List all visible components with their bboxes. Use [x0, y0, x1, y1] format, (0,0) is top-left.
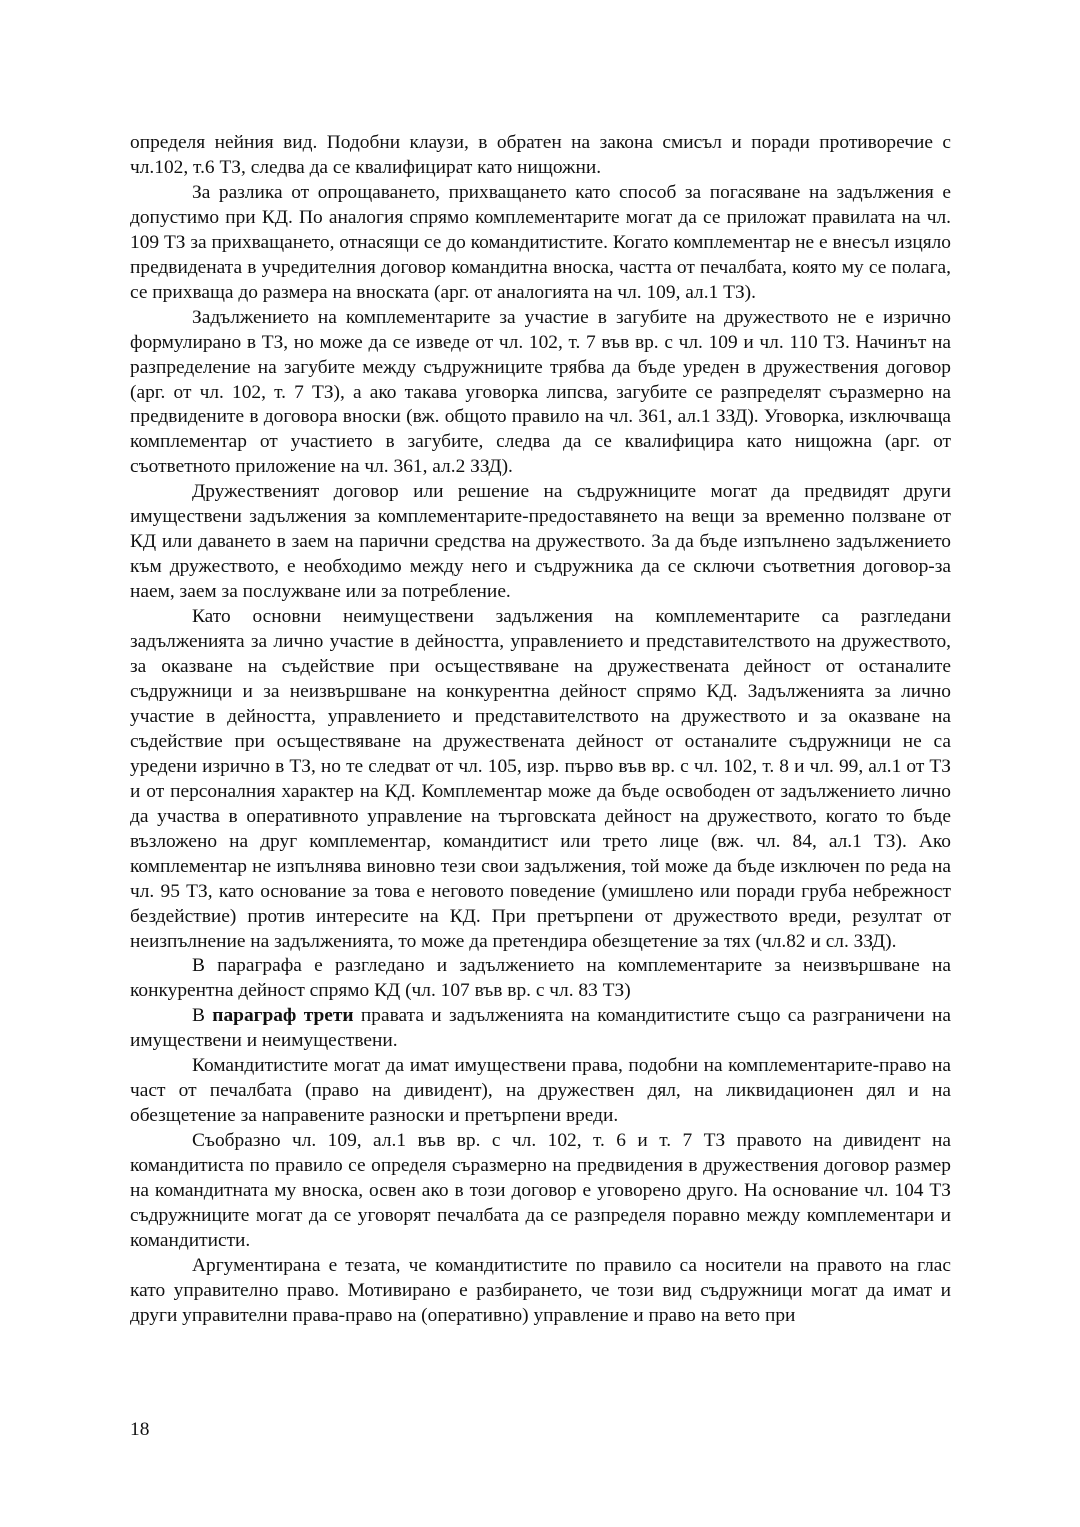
page-number: 18 [130, 1419, 150, 1440]
paragraph-dividend: Съобразно чл. 109, ал.1 във вр. с чл. 102, т. 6 и т. 7 ТЗ правото на дивидент на командитиста по правило се определя съразмерно на предвидения в дружествения договор размер на командитната му вноска, освен ако в този договор е уговорено друго. На основание чл. 104 ТЗ съдружниците могат да се уговорят печалбата да се разпределя поравно между комплементари и командитисти. [130, 1130, 951, 1251]
paragraph-voting: Аргументирана е тезата, че командитистите по правило са носители на правото на глас като управително право. Мотивирано е разбирането, че този вид съдружници могат да имат и други управителни права-право на (оперативно) управление и право на вето при [130, 1254, 951, 1326]
paragraph-non-property-obligations: Като основни неимуществени задължения на комплементарите са разгледани задълженията за лично участие в дейността, управлението и представителството на дружеството, за оказване на съдействие при осъществяване на дружествената дейност от останалите съдружници и за неизвършване на конкурентна дейност спрямо КД. Задълженията за лично участие в дейността, управлението и представителството на дружеството и за оказване на съдействие при осъществяване на дружествената дейност от останалите съдружници не са уредени изрично в ТЗ, но те следват от чл. 105, изр. първо във вр. с чл. 102, т. 8 и чл. 99, ал.1 от ТЗ и от персоналния характер на КД. Комплементар може да бъде освободен от задължението лично да участва в оперативното управление на търговската дейност на дружеството, когато то бъде възложено на друг комплементар, командитист или трето лице (вж. чл. 84, ал.1 ТЗ). Ако комплементар не изпълнява виновно тези свои задължения, той може да бъде изключен по реда на чл. 95 ТЗ, като основание за това е неговото поведение (умишлено или поради груба небрежност бездействие) против интересите на КД. При претърпени от дружеството вреди, резултат от неизпълнение на задълженията, то може да претендира обезщетение за тях (чл.82 и сл. ЗЗД). [130, 606, 951, 952]
paragraph-property-obligations: Дружественият договор или решение на съдружниците могат да предвидят други имуществени задължения за комплементарите-предоставянето на вещи за временно ползване от КД или даването в заем на парични средства на дружеството. За да бъде изпълнено задължението към дружеството, е необходимо между него и съдружника да се сключи съответния договор-за наем, заем за послужване или за потребление. [130, 481, 951, 603]
paragraph-limited-partner-rights: Командитистите могат да имат имуществени права, подобни на комплементарите-право на част от печалбата (право на дивидент), на дружествен дял, на ликвидационен дял и на обезщетение за направените разноски и претърпени вреди. [130, 1055, 951, 1127]
section-three-heading: параграф трети [212, 1005, 354, 1027]
paragraph-non-compete: В параграфа е разгледано и задължението на комплементарите за неизвършване на конкурентна дейност спрямо КД (чл. 107 във вр. с чл. 83 ТЗ) [130, 955, 951, 1002]
paragraph-losses: Задължението на комплементарите за участие в загубите на дружеството не е изрично формулирано в ТЗ, но може да се изведе от чл. 102, т. 7 във вр. с чл. 109 и чл. 110 ТЗ. Начинът на разпределение на загубите между съдружниците трябва да бъде уреден в дружествения договор (арг. от чл. 102, т. 7 ТЗ), а ако такава уговорка липсва, загубите се разпределят съразмерно на предвидените в договора вноски (вж. общото правило на чл. 361, ал.1 ЗЗД). Уговорка, изключваща комплементар от участието в загубите, следва да се квалифицира като нищожна (арг. от съответното приложение на чл. 361, ал.2 ЗЗД). [130, 306, 951, 478]
section-three-suffix: правата и задълженията на командитистите също са разграничени на имуществени и неимуществени. [130, 1005, 952, 1052]
paragraph-offsetting: За разлика от опрощаването, прихващането като способ за погасяване на задължения е допустимо при КД. По аналогия спрямо комплементарите могат да се приложат правилата на чл. 109 ТЗ за прихващането, отнасящи се до командитистите. Когато комплементар не е внесъл изцяло предвидената в учредителния договор командитна вноска, частта от печалбата, която му се полага, се прихваща до размера на вноската (арг. от аналогията на чл. 109, ал.1 ТЗ). [130, 181, 951, 303]
paragraph-continuation: определя нейния вид. Подобни клаузи, в обратен на закона смисъл и поради противоречие с чл.102, т.6 ТЗ, следва да се квалифицират като нищожни. [130, 132, 951, 178]
section-three-prefix: В [192, 1005, 213, 1027]
paragraph-section-three [130, 1004, 951, 1054]
document-body [130, 131, 951, 1329]
